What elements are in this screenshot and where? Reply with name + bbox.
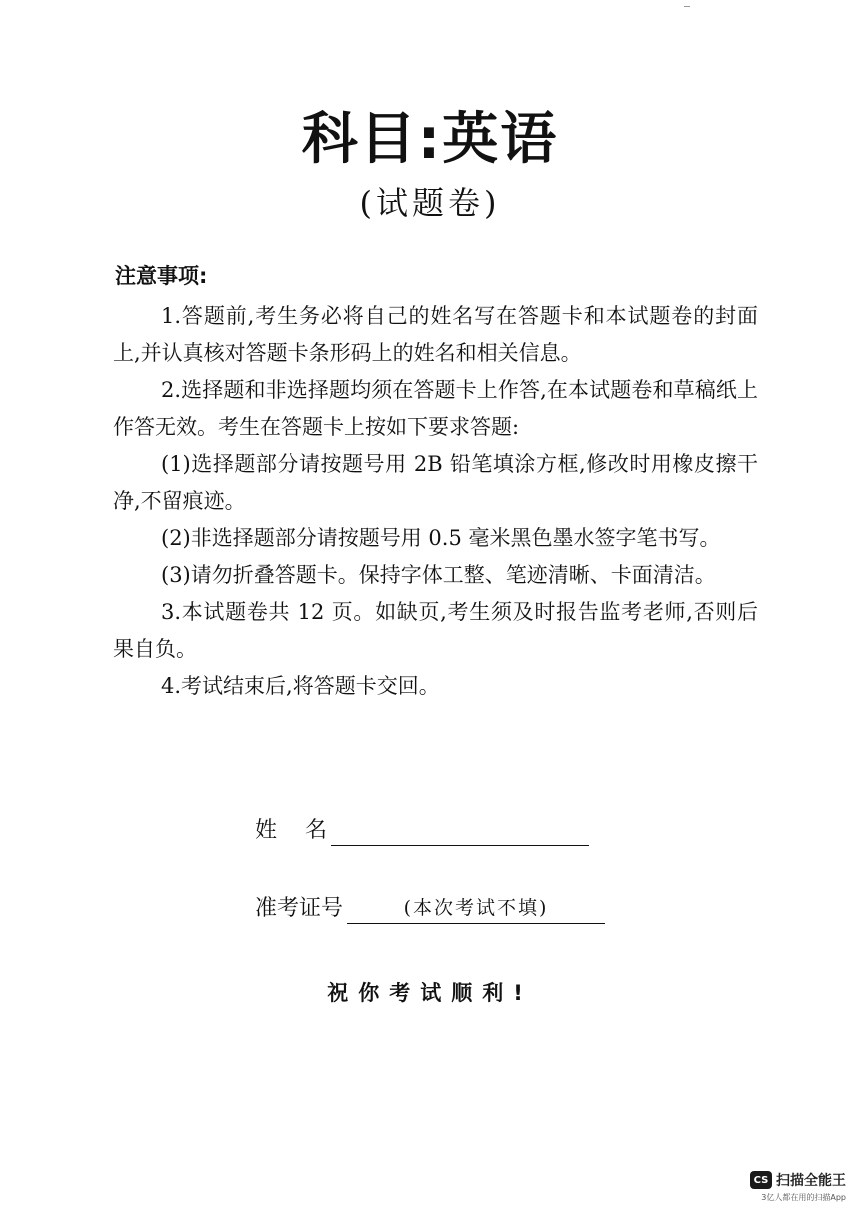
name-field xyxy=(255,815,589,846)
exam-id-field xyxy=(255,893,605,924)
scanner-watermark xyxy=(750,1170,846,1203)
scan-artifact-mark xyxy=(684,6,690,7)
notice-item-4: 4.考试结束后,将答题卡交回。 xyxy=(161,674,440,698)
exam-title: 科目:英语 xyxy=(301,107,559,172)
notice-item-2: 2.选择题和非选择题均须在答题卡上作答,在本试题卷和草稿纸上作答无效。考生在答题卡上按如下要求答题: xyxy=(113,378,758,439)
exam-id-note: (本次考试不填) xyxy=(403,897,549,919)
exam-id-label: 准考证号 xyxy=(255,896,344,921)
name-blank-line xyxy=(331,815,589,846)
notice-item-2-1: (1)选择题部分请按题号用 2B 铅笔填涂方框,修改时用橡皮擦干净,不留痕迹。 xyxy=(113,452,758,513)
camscanner-logo-icon: CS xyxy=(750,1171,772,1189)
name-label: 姓 名 xyxy=(255,818,327,843)
watermark-tagline: 3亿人都在用的扫描App xyxy=(761,1193,846,1202)
notice-item-2-3: (3)请勿折叠答题卡。保持字体工整、笔迹清晰、卡面清洁。 xyxy=(161,563,716,587)
notice-item-1: 1.答题前,考生务必将自己的姓名写在答题卡和本试题卷的封面上,并认真核对答题卡条形码上的姓名和相关信息。 xyxy=(113,304,758,365)
exam-subtitle: (试题卷) xyxy=(359,184,501,222)
watermark-app-name: 扫描全能王 xyxy=(776,1173,846,1189)
notice-body xyxy=(113,298,758,705)
good-luck-message: 祝你考试顺利! xyxy=(327,981,533,1005)
exam-id-blank-line xyxy=(347,893,605,924)
notice-item-2-2: (2)非选择题部分请按题号用 0.5 毫米黑色墨水签字笔书写。 xyxy=(161,526,721,550)
notice-item-3: 3.本试题卷共 12 页。如缺页,考生须及时报告监考老师,否则后果自负。 xyxy=(113,600,758,661)
notice-heading: 注意事项: xyxy=(115,264,208,288)
